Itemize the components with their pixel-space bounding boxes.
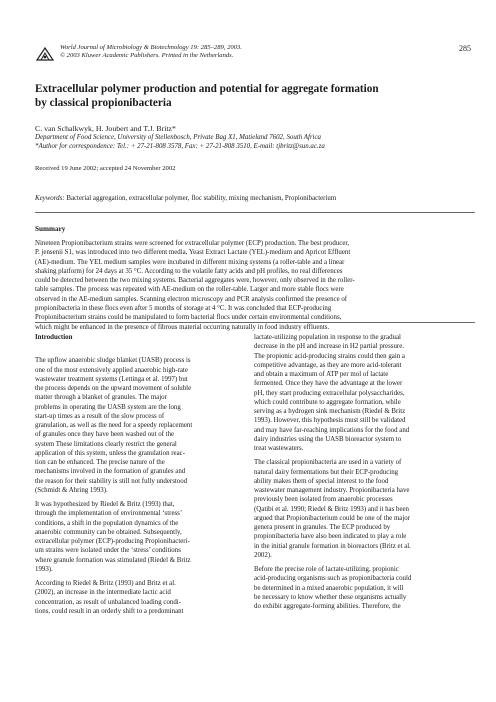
text-line: According to Riedel & Britz (1993) and Britz et al. bbox=[35, 580, 176, 587]
article-title bbox=[35, 82, 465, 110]
text-line: and obtain a maximum of ATP per mol of lactate bbox=[254, 371, 389, 378]
text-line: of granules once they have been washed out of the bbox=[35, 431, 175, 439]
text-line: wastewater treatment systems (Lettinga et al. 1997) but bbox=[35, 375, 188, 383]
text-line: um strains were isolated under the ‘stress’ conditions bbox=[35, 547, 181, 555]
journal-citation bbox=[60, 44, 242, 60]
text-line: lactate-utilizing population in response to the gradual bbox=[254, 334, 401, 341]
text-line: start-up times as a result of the slow process of bbox=[35, 412, 165, 420]
journal-citation-line: World Journal of Microbiology & Biotechnology 19: 285–289, 2003. bbox=[60, 44, 242, 51]
text-line: be determined in a mixed anaerobic population, it will bbox=[254, 584, 404, 592]
text-line: granulation, as well as the need for a speedy replacement bbox=[35, 422, 193, 429]
text-line: be necessary to know whether these organisms actually bbox=[254, 593, 407, 601]
text-line: Propionibacterium strains could be manipulated to form bacterial flocs under certain environmental conditions, bbox=[35, 314, 342, 322]
paragraph bbox=[35, 579, 245, 616]
text-line: and may have far-reaching implications for the food and bbox=[254, 426, 410, 434]
text-line: one of the most extensively applied anaerobic high-rate bbox=[35, 366, 188, 374]
text-line: (2002), an increase in the intermediate lactic acid bbox=[35, 589, 171, 597]
journal-header bbox=[35, 44, 471, 66]
article-title-line: Extracellular polymer production and potential for aggregate formation bbox=[35, 83, 379, 95]
paragraph bbox=[254, 333, 464, 453]
left-column bbox=[35, 333, 245, 616]
text-line: wastewater management industry. Propionibacteria have bbox=[254, 487, 410, 494]
text-line: could be detected between the two mixing systems. Bacterial aggregates were, however, only observed in the roller- bbox=[35, 277, 355, 285]
summary-text bbox=[35, 239, 475, 332]
text-line: decrease in the pH and increase in H2 partial pressure. bbox=[254, 343, 404, 351]
text-line: It was hypothesized by Riedel & Britz (1993) that, bbox=[35, 501, 175, 508]
paragraph bbox=[254, 565, 464, 611]
text-line: acid-producing organisms such as propionibacteria could bbox=[254, 575, 412, 583]
text-line: tions, could result in an orderly shift to a predominant bbox=[35, 607, 184, 615]
text-line: through the implementation of environmental ‘stress’ bbox=[35, 510, 183, 518]
right-column bbox=[254, 333, 464, 611]
text-line: propionibacteria have also been indicated to play a role bbox=[254, 533, 407, 541]
divider bbox=[35, 212, 475, 213]
text-line: problems in operating the UASB system are the long bbox=[35, 403, 181, 411]
text-line: P. jensenii S1, was introduced into two different media, Yeast Extract Lactate (YEL)-medium and Apricot Effluent bbox=[35, 249, 351, 257]
publisher-logo-icon bbox=[35, 46, 55, 62]
authors: C. van Schalkwyk, H. Joubert and T.J. Britz* bbox=[35, 124, 176, 133]
correspondence-line: *Author for correspondence: Tel.: + 27-21-808 3578, Fax: + 27-21-808 3510, E-mail: tjbritz@sun.ac.za bbox=[35, 142, 325, 150]
text-line: Before the precise role of lactate-utilizing, propionic bbox=[254, 566, 399, 573]
text-line: natural dairy fermentations but their ECP-producing bbox=[254, 468, 399, 476]
text-line: 1993). bbox=[35, 565, 53, 573]
copyright-line: © 2003 Kluwer Academic Publishers. Printed in the Netherlands. bbox=[60, 52, 234, 60]
text-line: do exhibit aggregate-forming abilities. Therefore, the bbox=[254, 603, 401, 610]
text-line: table samples. The process was repeated with AE-medium on the roller-table. Larger and more stable flocs were bbox=[35, 286, 344, 294]
paragraph bbox=[35, 356, 245, 495]
text-line: (AE)-medium. The YEL medium samples were incubated in different mixing systems (a roller-table and a linear bbox=[35, 258, 345, 266]
text-line: (Qatibi et al. 1990; Riedel & Britz 1993) and it has been bbox=[254, 505, 410, 513]
text-line: fermented. Once they have the advantage at the lower bbox=[254, 380, 403, 388]
text-line: anaerobic community can be obtained. Subsequently, bbox=[35, 528, 182, 536]
page-number: 285 bbox=[459, 44, 471, 53]
text-line: in the initial granule formation in bioreactors (Britz et al. bbox=[254, 542, 411, 550]
text-line: The classical propionibacteria are used in a variety of bbox=[254, 459, 402, 467]
text-line: extracellular polymer (ECP)-producing Propionibacteri- bbox=[35, 538, 190, 545]
article-title-line: by classical propionibacteria bbox=[35, 97, 172, 109]
text-line: 2002). bbox=[254, 551, 272, 559]
keywords bbox=[35, 195, 475, 202]
affiliation bbox=[35, 134, 475, 151]
text-line: which could contribute to aggregate formation, while bbox=[254, 398, 401, 406]
text-line: shaking platform) for 24 days at 35 °C. According to the volatile fatty acids and pH profiles, no real differences bbox=[35, 267, 343, 275]
text-line: genera present in granules. The ECP produced by bbox=[254, 524, 391, 531]
keywords-list: Bacterial aggregation, extracellular polymer, floc stability, mixing mechanism, Propionibacterium bbox=[66, 195, 337, 202]
text-line: conditions, a shift in the population dynamics of the bbox=[35, 519, 179, 527]
received-dates: Received 19 June 2002; accepted 24 November 2002 bbox=[35, 165, 176, 172]
text-line: mechanisms involved in the formation of granules and bbox=[35, 468, 186, 476]
divider bbox=[35, 322, 475, 323]
text-line: pH, they start producing extracellular polysaccharides, bbox=[254, 389, 405, 397]
text-line: The upflow anaerobic sludge blanket (UASB) process is bbox=[35, 357, 191, 365]
text-line: argued that Propionibacterium could be one of the major bbox=[254, 514, 411, 522]
text-line: The propionic acid-producing strains could then gain a bbox=[254, 352, 405, 360]
text-line: matter through a blanket of granules. The major bbox=[35, 394, 167, 402]
text-line: competitive advantage, as they are more acid-tolerant bbox=[254, 361, 402, 369]
introduction-heading: Introduction bbox=[35, 334, 73, 341]
text-line: ability makes them of special interest to the food bbox=[254, 477, 389, 485]
summary-heading: Summary bbox=[35, 225, 66, 233]
affiliation-line: Department of Food Science, University of Stellenbosch, Private Bag X1, Matieland 7602, South Africa bbox=[35, 134, 321, 141]
text-line: treat wastewaters. bbox=[254, 445, 304, 452]
text-line: previously been isolated from anaerobic processes bbox=[254, 496, 393, 504]
paragraph bbox=[254, 458, 464, 560]
text-line: where granule formation was stimulated (Riedel & Britz bbox=[35, 556, 191, 564]
text-line: concentration, as result of unbalanced loading condi- bbox=[35, 598, 181, 606]
text-line: which might be enhanced in the presence of fibrous material occurring naturally in food industry effluents. bbox=[35, 323, 330, 331]
paragraph bbox=[35, 500, 245, 574]
text-line: 1993). However, this hypothesis must still be validated bbox=[254, 417, 406, 425]
text-line: dairy industries using the UASB bioreactor system to bbox=[254, 435, 402, 443]
text-line: serving as a hydrogen sink mechanism (Riedel & Britz bbox=[254, 408, 406, 415]
keywords-label: Keywords: bbox=[35, 195, 65, 202]
text-line: application of this system, unless the granulation reac- bbox=[35, 449, 186, 457]
text-line: Nineteen Propionibacterium strains were screened for extracellular polymer (ECP) production. The best producer, bbox=[35, 240, 350, 247]
text-line: the reason for their stability is still not fully understood bbox=[35, 477, 188, 485]
text-line: tion can be enhanced. The precise nature of the bbox=[35, 459, 165, 466]
text-line: observed in the AE-medium samples. Scanning electron microscopy and PCR analysis confirmed the presence of bbox=[35, 295, 348, 303]
text-line: the process depends on the upward movement of soluble bbox=[35, 385, 192, 392]
text-line: system These limitations clearly restrict the general bbox=[35, 440, 177, 448]
text-line: propionibacteria in these flocs even after 5 months of storage at 4 °C. It was concluded that ECP-producing bbox=[35, 305, 332, 313]
text-line: (Schmidt & Ahring 1993). bbox=[35, 486, 108, 494]
